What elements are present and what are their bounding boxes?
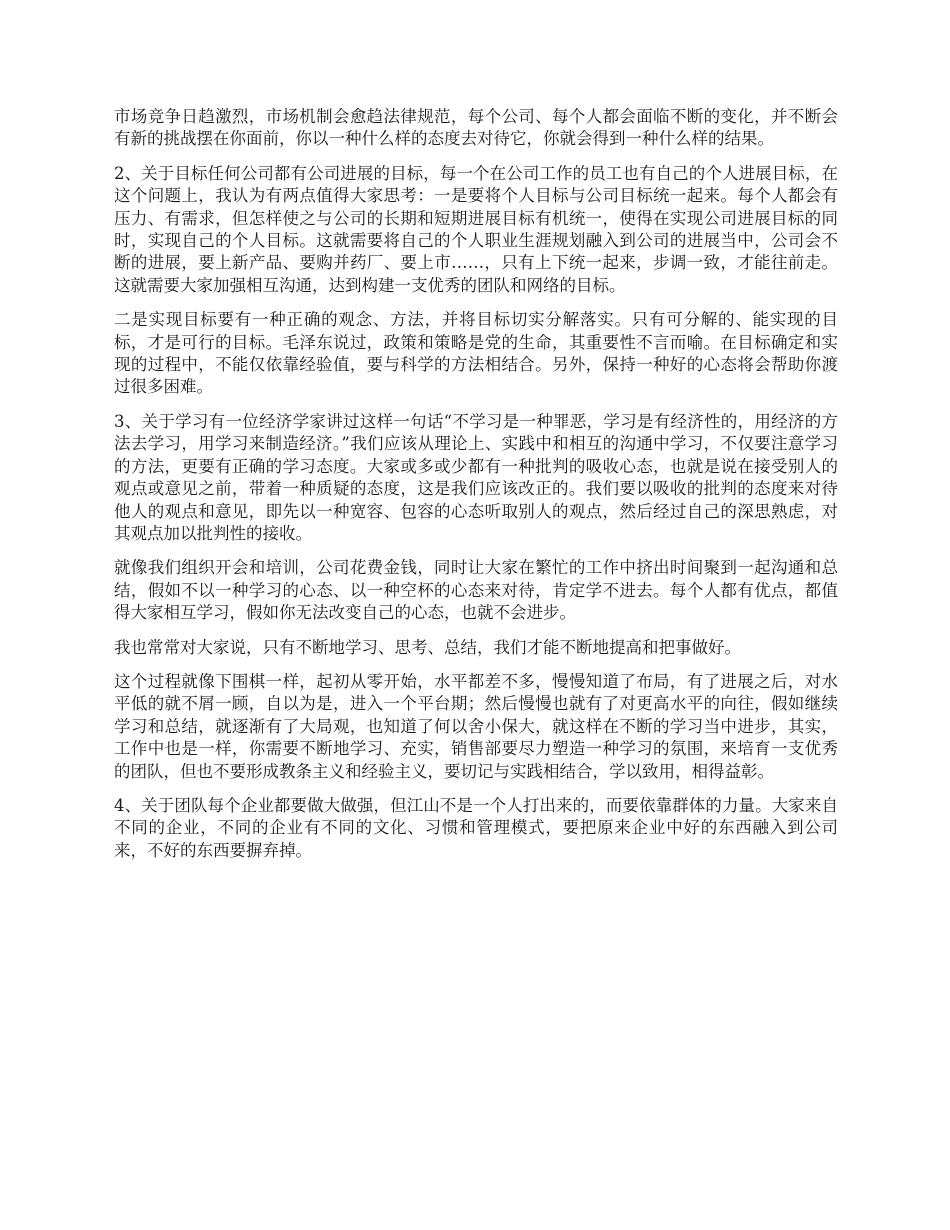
paragraph-learning: 3、关于学习有一位经济学家讲过这样一句话“不学习是一种罪恶，学习是有经济性的，用经济的方法去学习，用学习来制造经济。”我们应该从理论上、实践中和相互的沟通中学习，不仅要注意学习的方法，更要有正确的学习态度。大家或多或少都有一种批判的吸收心态，也就是说在接受别人的观点或意见之前，带着一种质疑的态度，这是我们应该改正的。我们要以吸收的批判的态度来对待他人的观点和意见，即先以一种宽容、包容的心态听取别人的观点，然后经过自己的深思熟虑，对其观点加以批判性的接收。 <box>114 411 838 543</box>
paragraph-team: 4、关于团队每个企业都要做大做强，但江山不是一个人打出来的，而要依靠群体的力量。大家来自不同的企业，不同的企业有不同的文化、习惯和管理模式，要把原来企业中好的东西融入到公司来，不好的东西要摒弃掉。 <box>114 795 838 860</box>
paragraph-goals: 2、关于目标任何公司都有公司进展的目标，每一个在公司工作的员工也有自己的个人进展目标，在这个问题上，我认为有两点值得大家思考：一是要将个人目标与公司目标统一起来。每个人都会有压力、有需求，但怎样使之与公司的长期和短期进展目标有机统一，使得在实现公司进展目标的同时，实现自己的个人目标。这就需要将自己的个人职业生涯规划融入到公司的进展当中，公司会不断的进展，要上新产品、要购并药厂、要上市……，只有上下统一起来，步调一致，才能往前走。这就需要大家加强相互沟通，达到构建一支优秀的团队和网络的目标。 <box>114 163 838 295</box>
paragraph-keep-learning: 我也常常对大家说，只有不断地学习、思考、总结，我们才能不断地提高和把事做好。 <box>114 637 741 657</box>
paragraph-intro: 市场竞争日趋激烈，市场机制会愈趋法律规范，每个公司、每个人都会面临不断的变化，并不断会有新的挑战摆在你面前，你以一种什么样的态度去对待它，你就会得到一种什么样的结果。 <box>114 107 838 149</box>
document-body <box>114 106 838 874</box>
paragraph-goals-method: 二是实现目标要有一种正确的观念、方法，并将目标切实分解落实。只有可分解的、能实现的目标，才是可行的目标。毛泽东说过，政策和策略是党的生命，其重要性不言而喻。在目标确定和实现的过程中，不能仅依靠经验值，要与科学的方法相结合。另外，保持一种好的心态将会帮助你渡过很多困难。 <box>114 310 838 397</box>
paragraph-go-analogy: 这个过程就像下围棋一样，起初从零开始，水平都差不多，慢慢知道了布局，有了进展之后，对水平低的就不屑一顾，自以为是，进入一个平台期；然后慢慢也就有了对更高水平的向往，假如继续学习和总结，就逐渐有了大局观，也知道了何以舍小保大，就这样在不断的学习当中进步，其实，工作中也是一样，你需要不断地学习、充实，销售部要尽力塑造一种学习的氛围，来培育一支优秀的团队，但也不要形成教条主义和经验主义，要切记与实践相结合，学以致用，相得益彰。 <box>114 671 838 781</box>
paragraph-meetings: 就像我们组织开会和培训，公司花费金钱，同时让大家在繁忙的工作中挤出时间聚到一起沟通和总结，假如不以一种学习的心态、以一种空杯的心态来对待，肯定学不进去。每个人都有优点，都值得大家相互学习，假如你无法改变自己的心态，也就不会进步。 <box>114 558 838 623</box>
